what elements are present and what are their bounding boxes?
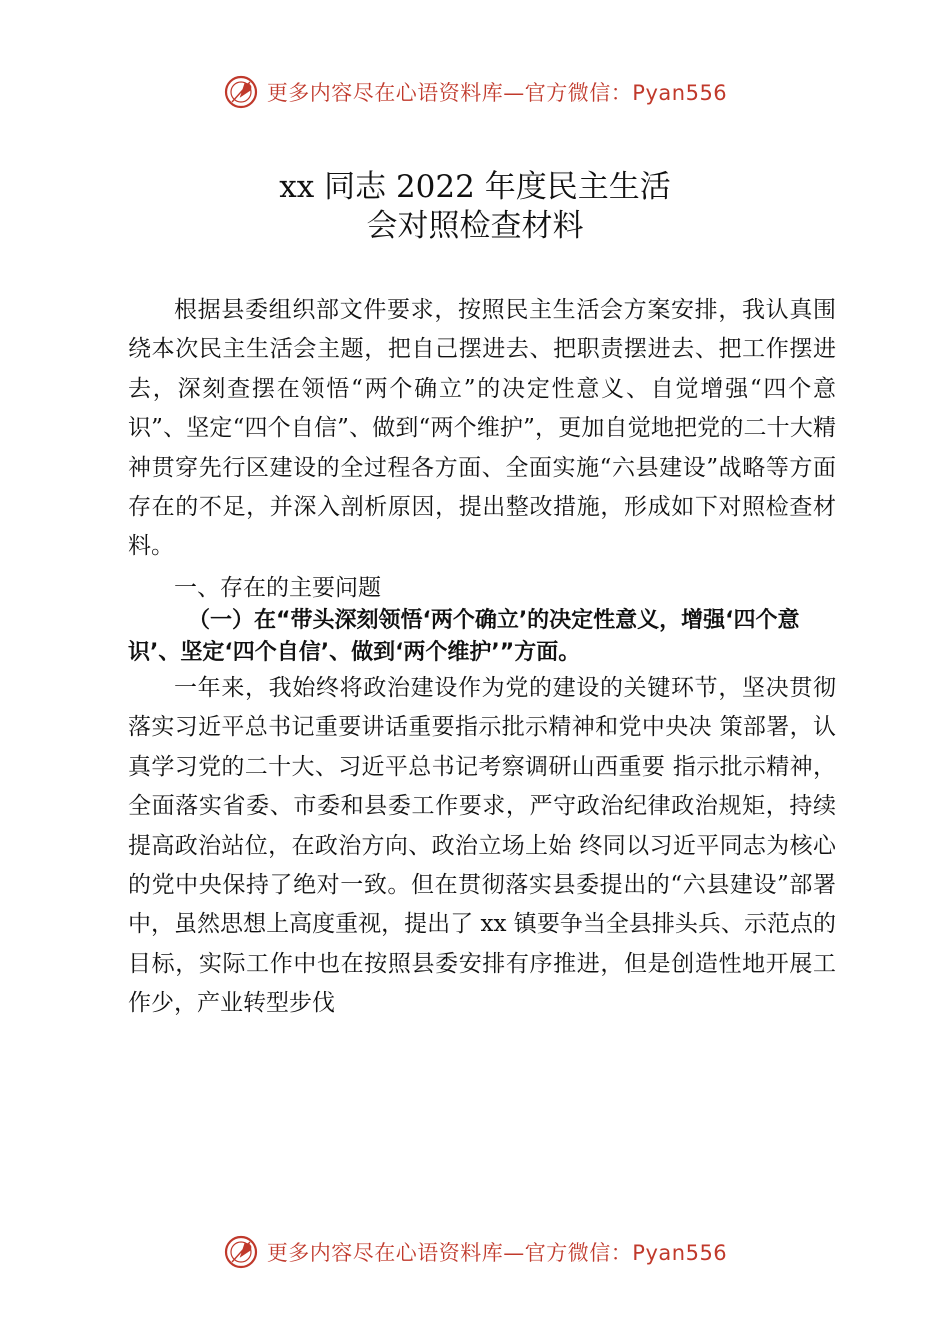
- banner-text: 更多内容尽在心语资料库—官方微信：Pyan556: [266, 1241, 728, 1265]
- intro-paragraph: 根据县委组织部文件要求，按照民主生活会方案安排，我认真围绕本次民主生活会主题，把自己摆进去、把职责摆进去、把工作摆进去，深刻查摆在领悟“两个确立”的决定性意义、自觉增强“四个意识”、坚定“四个自信”、做到“两个维护”，更加自觉地把党的二十大精神贯穿先行区建设的全过程各方面、全面实施“六县建设”战略等方面存在的不足，并深入剖析原因，提出整改措施，形成如下对照检查材料。: [128, 297, 836, 560]
- subsection-paragraph: 一年来，我始终将政治建设作为党的建设的关键环节，坚决贯彻落实习近平总书记重要讲话重要指示批示精神和党中央决 策部署，认真学习党的二十大、习近平总书记考察调研山西重要 指示批示精神，全面落实省委、市委和县委工作要求，严守政治纪律政治规矩，持续提高政治站位，在政治方向、政治立场上始 终同以习近平同志为核心的党中央保持了绝对一致。但在贯彻落实县委提出的“六县建设”部署中，虽然思想上高度重视，提出了 xx 镇要争当全县排头兵、示范点的目标，实际工作中也在按照县委安排有序推进，但是创造性地开展工作少，产业转型步伐: [128, 675, 836, 1017]
- document-title-line-1: xx 同志 2022 年度民主生活: [279, 169, 671, 205]
- quill-logo-icon: [223, 74, 259, 110]
- banner-text: 更多内容尽在心语资料库—官方微信：Pyan556: [266, 81, 728, 105]
- header-banner: [0, 70, 950, 114]
- quill-logo-icon: [223, 1234, 259, 1270]
- footer-banner: [0, 1230, 950, 1274]
- document-title-line-2: 会对照检查材料: [366, 208, 584, 244]
- subsection-heading: （一）在“带头深刻领悟‘两个确立’的决定性意义，增强‘四个意识’、坚定‘四个自信’、做到‘两个维护’”方面。: [128, 608, 800, 665]
- section-heading: 一、存在的主要问题: [174, 575, 381, 601]
